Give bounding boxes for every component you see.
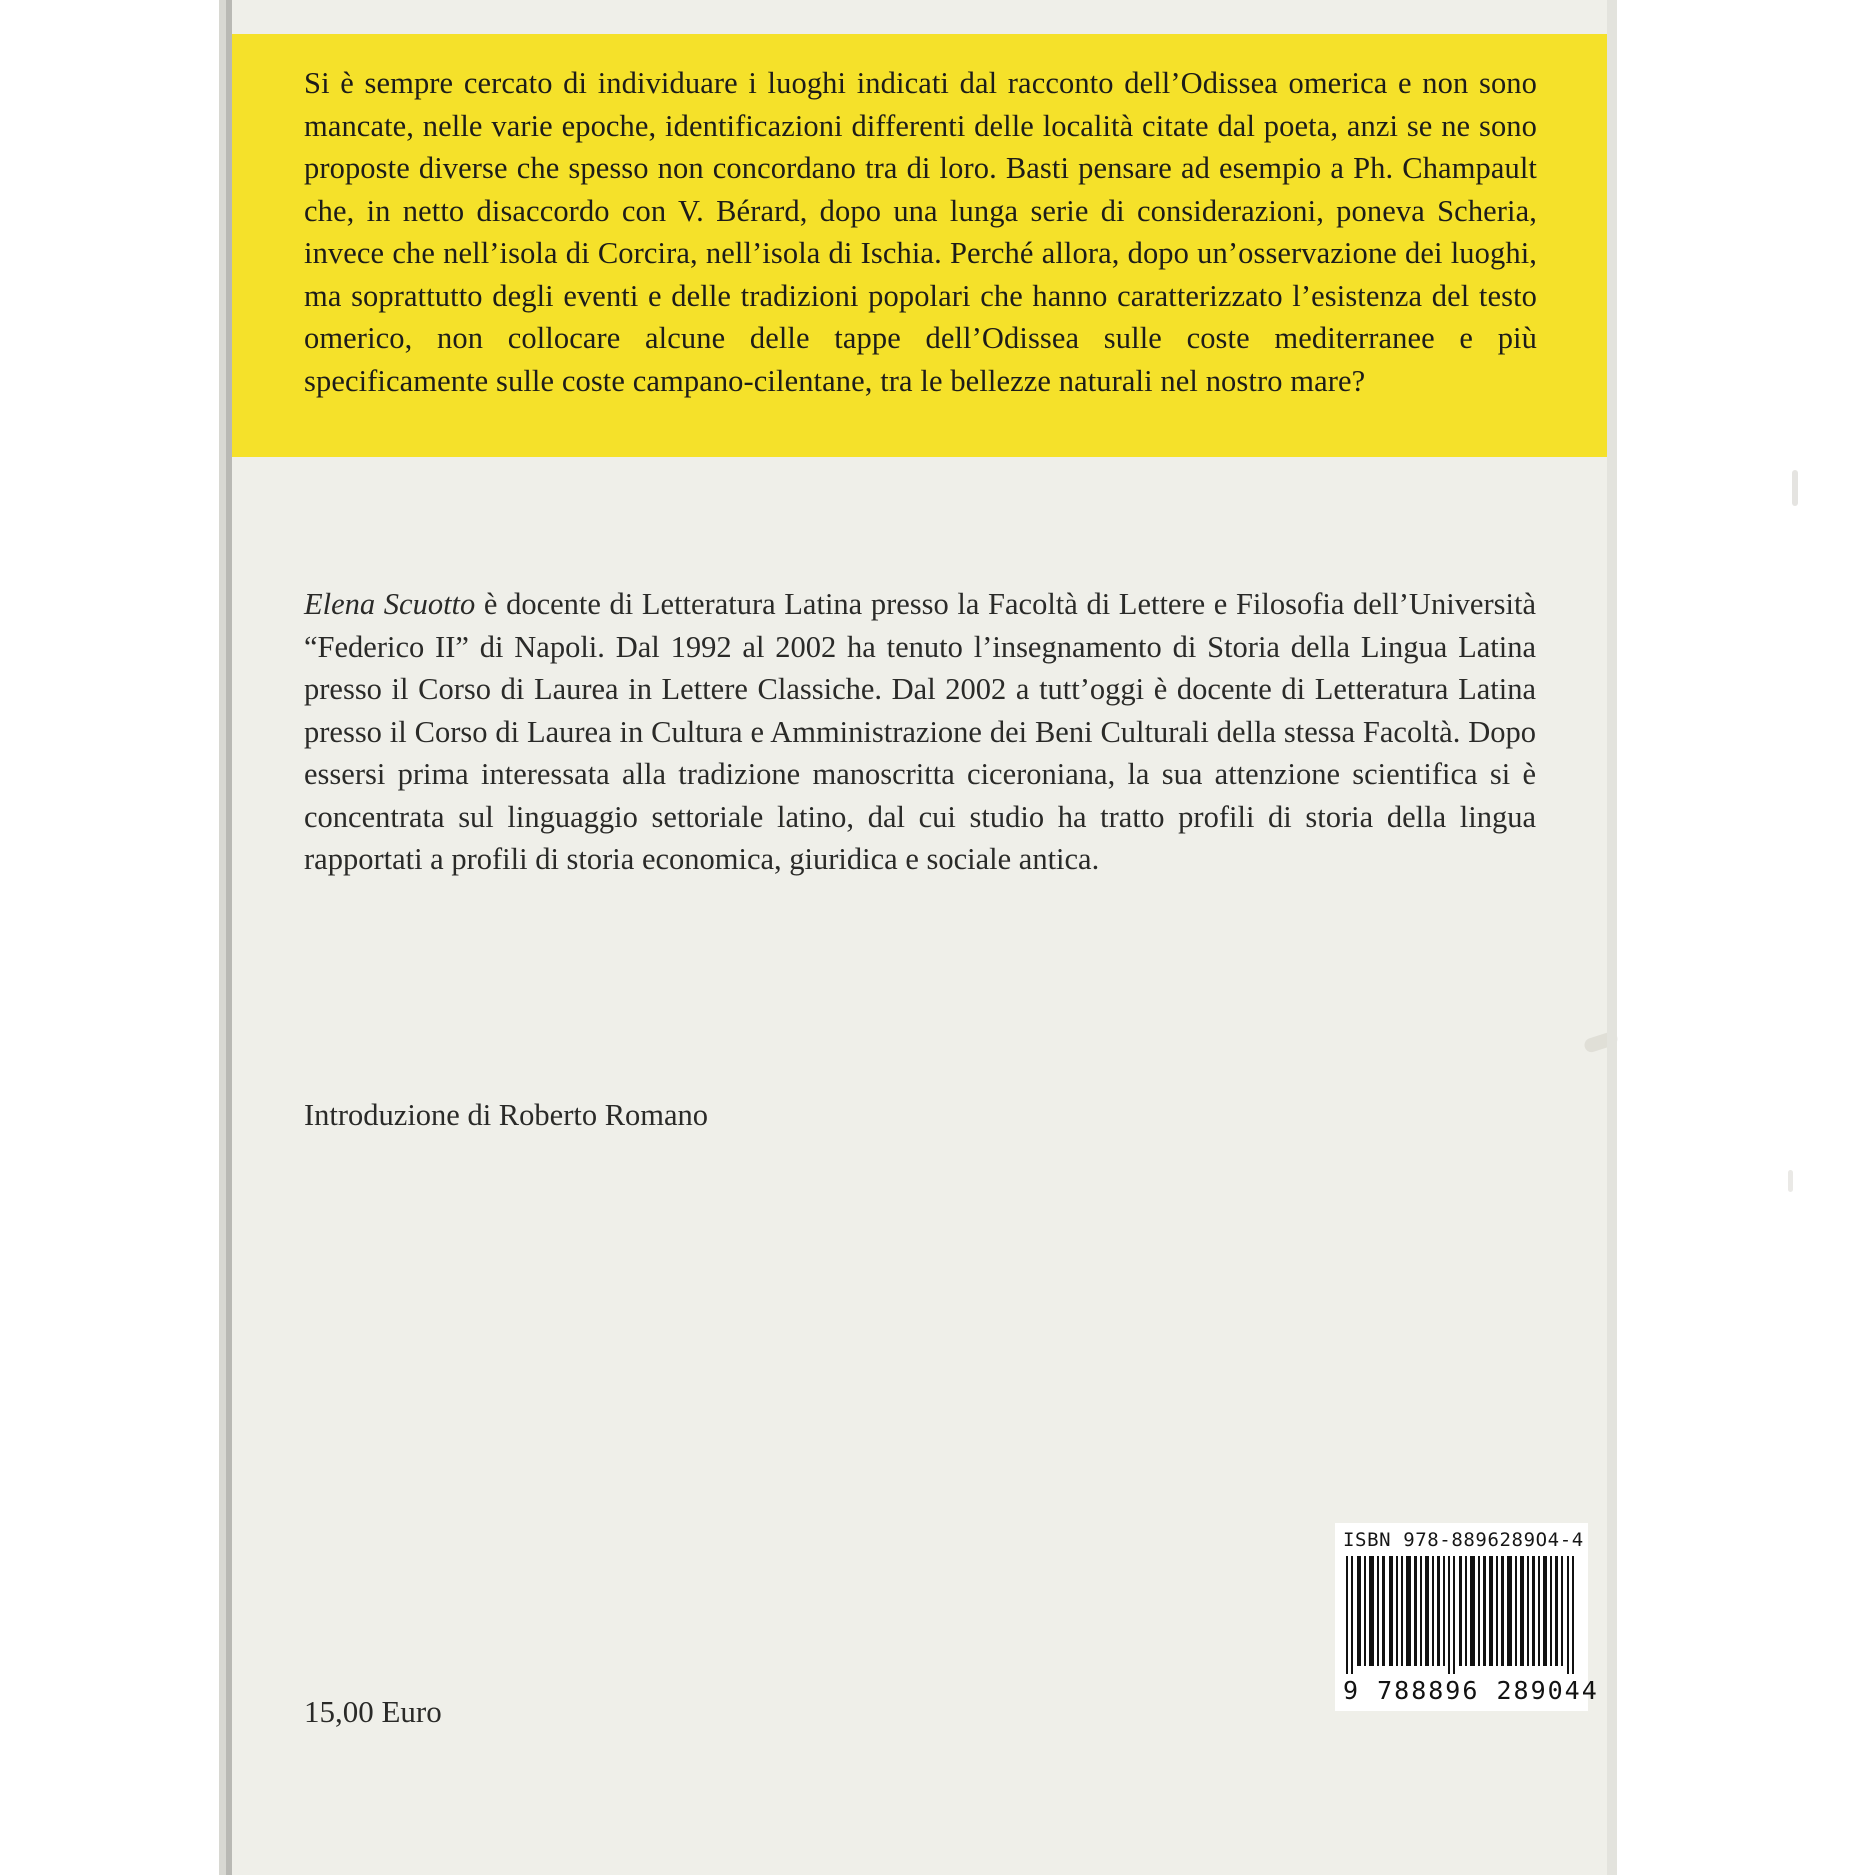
blurb-text: Si è sempre cercato di individuare i luoghi indicati dal racconto dell’Odissea omerica e non sono mancate, nelle varie epoche, identificazioni differenti delle località citate dal poeta, anzi se ne sono proposte diverse che spesso non concordano tra di loro. Basti pensare ad esempio a Ph. Champault che, in netto disaccordo con V. Bérard, dopo una lunga serie di considerazioni, poneva Scheria, invece che nell’isola di Corcira, nell’isola di Ischia. Perché allora, dopo un’osservazione dei luoghi, ma soprattutto degli eventi e delle tradizioni popolari che hanno caratterizzato l’esistenza del testo omerico, non collocare alcune delle tappe dell’Odissea sulle coste mediterranee e più specificamente sulle coste campano-cilentane, tra le bellezze naturali nel nostro mare? xyxy=(304,66,1537,398)
author-bio xyxy=(304,583,1536,881)
author-bio-text: è docente di Letteratura Latina presso la Facoltà di Lettere e Filosofia dell’Università “Federico II” di Napoli. Dal 1992 al 2002 ha tenuto l’insegnamento di Storia della Lingua Latina presso il Corso di Laurea in Lettere Classiche. Dal 2002 a tutt’oggi è docente di Letteratura Latina presso il Corso di Laurea in Cultura e Amministrazione dei Beni Culturali della stessa Facoltà. Dopo essersi prima interessata alla tradizione manoscritta ciceroniana, la sua attenzione scientifica si è concentrata sul linguaggio settoriale latino, dal cui studio ha tratto profili di storia della lingua rapportati a profili di storia economica, giuridica e sociale antica. xyxy=(304,587,1536,876)
barcode-block xyxy=(1335,1523,1599,1711)
cover-surface xyxy=(232,0,1607,1875)
barcode-bars-icon xyxy=(1343,1556,1580,1674)
cover-right-edge xyxy=(1607,0,1617,1875)
author-name: Elena Scuotto xyxy=(304,587,476,621)
blurb-panel xyxy=(232,34,1607,457)
paper-mark xyxy=(1788,1170,1793,1192)
introduction-credit: Introduzione di Roberto Romano xyxy=(304,1098,709,1132)
ean-number: 9 788896 289044 xyxy=(1343,1676,1599,1705)
price-label: 15,00 Euro xyxy=(304,1694,442,1729)
paper-mark xyxy=(1792,470,1798,506)
isbn-text: ISBN 978-8896289O4-4 xyxy=(1343,1529,1584,1551)
